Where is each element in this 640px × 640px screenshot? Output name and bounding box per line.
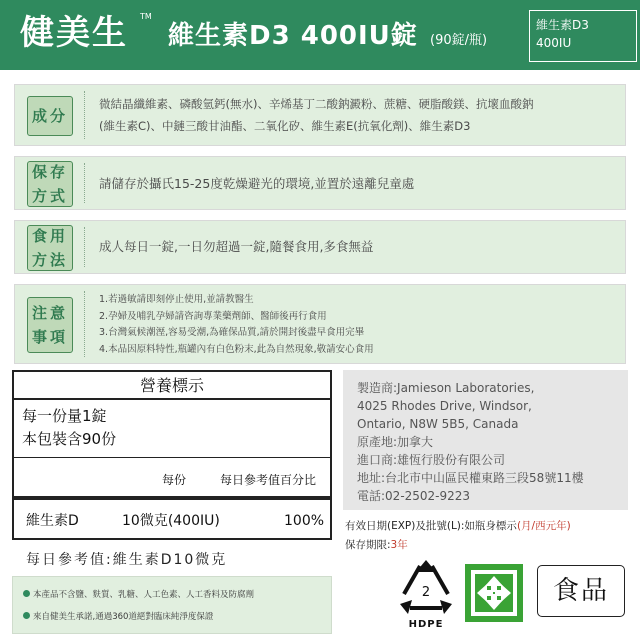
ingredients-section (14, 84, 626, 146)
product-name: 維生素D3 400IU錠 (168, 21, 418, 51)
shelf-life-value: 3年 (390, 539, 408, 551)
notes-label-line-1: 注意 (31, 304, 68, 322)
column-header-per-serving: 每份 (162, 473, 187, 487)
servings-per-pack: 本包裝含90份 (22, 430, 117, 448)
manufacturer-line: 4025 Rhodes Drive, Windsor, (357, 399, 532, 413)
spec-line-1: 維生素D3 (536, 18, 589, 32)
recycle-number: 2 (421, 585, 431, 600)
usage-section (14, 220, 626, 274)
claim-item (23, 588, 254, 602)
storage-section (14, 156, 626, 210)
importer-line: 進口商:雄恆行股份有限公司 (357, 453, 506, 467)
product-count: (90錠/瓶) (430, 33, 488, 48)
bullet-dot-icon (23, 590, 30, 597)
expiry-text: 有效日期(EXP)及批號(L):如瓶身標示 (345, 520, 517, 532)
header-banner (0, 0, 640, 70)
table-thick-divider (14, 496, 330, 500)
shelf-life-label: 保存期限: (345, 539, 391, 551)
ingredients-label (27, 96, 73, 136)
usage-label-line-2: 方法 (31, 251, 68, 269)
food-category-label: 食品 (537, 565, 625, 617)
ingredients-label-text: 成分 (31, 107, 68, 125)
nutrient-amount: 10微克(400IU) (122, 513, 220, 529)
nutrient-daily-pct: 100% (284, 513, 325, 529)
expiry-format: (月/西元年) (516, 520, 571, 532)
nutrition-title: 營養標示 (14, 372, 330, 400)
spec-box (529, 10, 637, 62)
trademark-mark: TM (140, 12, 152, 21)
notes-item-2: 2.孕婦及哺乳孕婦請咨詢專業藥劑師、醫師後再行食用 (99, 310, 327, 322)
usage-label-line-1: 食用 (31, 227, 68, 245)
usage-label (27, 225, 73, 271)
section-divider (84, 227, 85, 267)
section-divider (84, 91, 85, 139)
ingredients-line-2: (維生素C)、中鏈三酸甘油酯、二氧化矽、維生素E(抗氧化劑)、維生素D3 (99, 119, 471, 133)
manufacturer-line: 製造商:Jamieson Laboratories, (357, 381, 535, 395)
daily-reference-value: 每日參考值:維生素D10微克 (26, 552, 228, 568)
storage-label-line-2: 方式 (31, 187, 68, 205)
bullet-dot-icon (23, 612, 30, 619)
table-divider (14, 457, 330, 458)
section-divider (84, 291, 85, 357)
notes-label-line-2: 事項 (31, 328, 68, 346)
serving-size: 每一份量1錠 (22, 407, 107, 425)
storage-label (27, 161, 73, 207)
recycle-material: HDPE (408, 619, 444, 630)
brand-logo: 健美生 (20, 13, 128, 53)
nutrient-name: 維生素D (26, 513, 79, 529)
notes-label (27, 297, 73, 353)
notes-item-4: 4.本品因原料特性,瓶罐內有白色粉末,此為自然現象,敬請安心食用 (99, 343, 374, 355)
phone-line: 電話:02-2502-9223 (357, 489, 471, 503)
claim-text: 來自健美生承諾,通過360道絕對臨床純淨度保證 (33, 612, 214, 622)
expiry-note (345, 519, 571, 533)
claim-item (23, 610, 213, 624)
spec-line-2: 400IU (536, 36, 572, 50)
manufacturer-info (343, 370, 628, 510)
shelf-life (345, 538, 408, 552)
claim-text: 本產品不含鹽、麩質、乳糖、人工色素、人工香料及防腐劑 (33, 590, 255, 600)
storage-text: 請儲存於攝氏15-25度乾燥避光的環境,並置於遠離兒童處 (99, 176, 415, 191)
origin-line: 原產地:加拿大 (357, 435, 434, 449)
storage-label-line-1: 保存 (31, 163, 68, 181)
notes-item-1: 1.若過敏請即刻停止使用,並請教醫生 (99, 294, 254, 305)
claims-bar (12, 576, 332, 634)
notes-list (99, 292, 374, 358)
usage-text: 成人每日一錠,一日勿超過一錠,隨餐食用,多食無益 (99, 239, 374, 254)
notes-item-3: 3.台灣氣候潮溼,容易受潮,為確保品質,請於開封後盡早食用完畢 (99, 327, 365, 338)
notes-section (14, 284, 626, 364)
column-header-daily-pct: 每日參考值百分比 (220, 473, 317, 487)
nutrition-facts-table (12, 370, 332, 540)
address-line: 地址:台北市中山區民權東路三段58號11樓 (357, 471, 584, 485)
ingredients-text (99, 93, 533, 137)
section-divider (84, 163, 85, 203)
ingredients-line-1: 微結晶纖維素、磷酸氫鈣(無水)、辛烯基丁二酸鈉澱粉、蔗糖、硬脂酸鎂、抗壞血酸鈉 (99, 97, 534, 111)
recycling-mark-icon (463, 562, 525, 624)
manufacturer-line: Ontario, N8W 5B5, Canada (357, 417, 519, 431)
